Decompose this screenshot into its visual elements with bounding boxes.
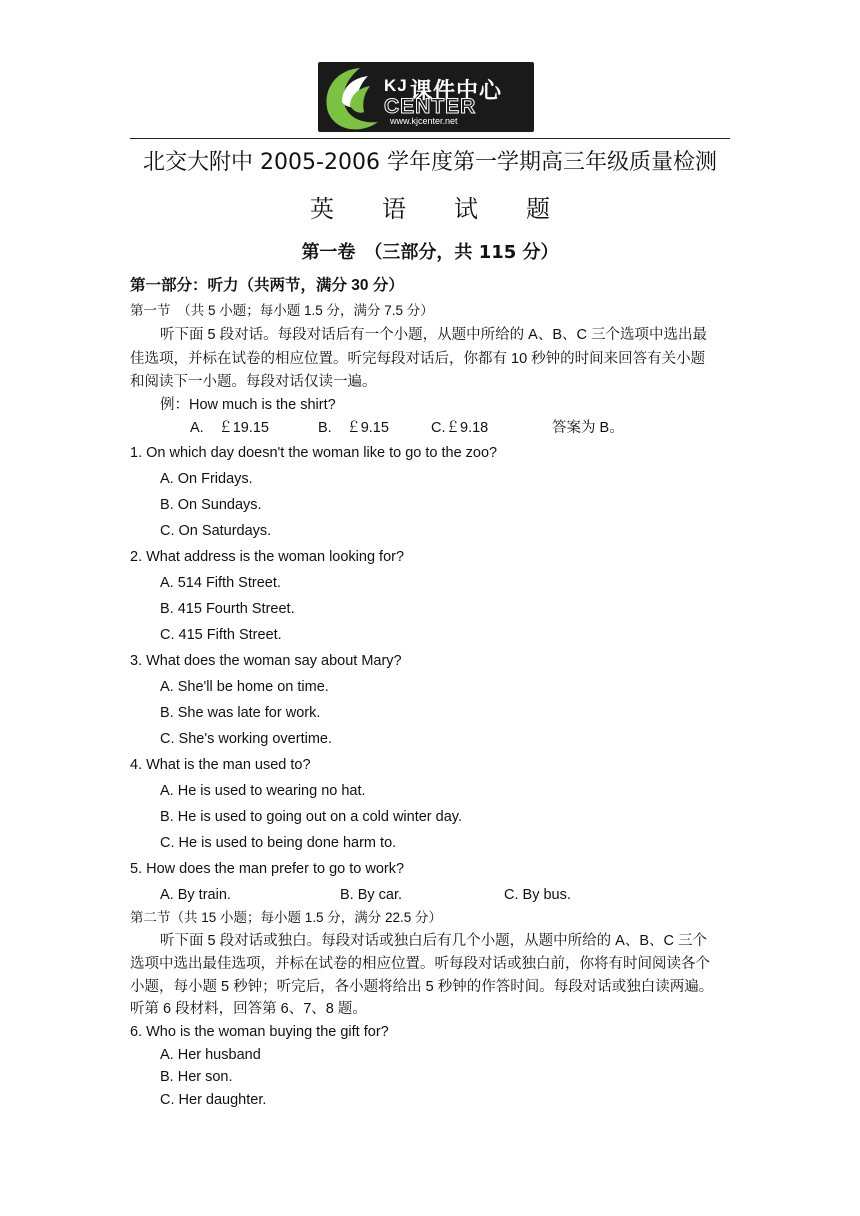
option: C. He is used to being done harm to.	[160, 835, 397, 851]
example-question: 例：How much is the shirt?	[160, 397, 336, 413]
exam-subtitle: 英 语 试 题	[310, 195, 550, 223]
option: A. 514 Fifth Street.	[160, 575, 281, 591]
option: C. She's working overtime.	[160, 731, 332, 747]
option: A. By train.	[160, 887, 231, 903]
volume-heading: 第一卷 （三部分，共 115 分）	[301, 242, 559, 263]
exam-title: 北交大附中 2005-2006 学年度第一学期高三年级质量检测	[143, 150, 717, 175]
option: A. On Fridays.	[160, 471, 253, 487]
example-answer: 答案为 B。	[552, 420, 624, 436]
option: A. Her husband	[160, 1047, 261, 1063]
option: C. 415 Fifth Street.	[160, 627, 282, 643]
question: 1. On which day doesn't the woman like to go to the zoo?	[130, 445, 498, 461]
option: C. Her daughter.	[160, 1092, 267, 1108]
option: B. She was late for work.	[160, 705, 321, 721]
kjcenter-logo	[318, 62, 534, 132]
example-option: C.￡9.18	[431, 420, 489, 436]
option: C. By bus.	[504, 887, 571, 903]
section1-instruction-line: 佳选项，并标在试卷的相应位置。听完每段对话后，你都有 10 秒钟的时间来回答有关小题	[130, 351, 706, 367]
example-option: A. ￡19.15	[190, 420, 269, 436]
section2-instruction-line: 小题，每小题 5 秒钟；听完后，各小题将给出 5 秒钟的作答时间。每段对话或独白读两遍。	[130, 979, 714, 995]
header-divider	[130, 138, 730, 139]
section2-heading: 第二节（共 15 小题；每小题 1.5 分，满分 22.5 分）	[130, 910, 443, 925]
section1-heading: 第一节 （共 5 小题；每小题 1.5 分，满分 7.5 分）	[130, 303, 434, 318]
section2-instruction-line: 听第 6 段材料，回答第 6、7、8 题。	[130, 1001, 367, 1017]
logo-center-text: CENTER	[384, 95, 477, 118]
option: A. She'll be home on time.	[160, 679, 329, 695]
question: 6. Who is the woman buying the gift for?	[130, 1024, 389, 1040]
section2-instruction-line: 听下面 5 段对话或独白。每段对话或独白后有几个小题，从题中所给的 A、B、C 三个	[160, 933, 707, 949]
question: 3. What does the woman say about Mary?	[130, 653, 402, 669]
option: B. By car.	[340, 887, 403, 903]
option: B. On Sundays.	[160, 497, 262, 513]
option: B. Her son.	[160, 1069, 233, 1085]
section1-instruction-line: 和阅读下一小题。每段对话仅读一遍。	[130, 374, 377, 390]
option: A. He is used to wearing no hat.	[160, 783, 366, 799]
part1-heading: 第一部分：听力（共两节，满分 30 分）	[130, 277, 404, 294]
option: B. He is used to going out on a cold winter day.	[160, 809, 462, 825]
option: C. On Saturdays.	[160, 523, 272, 539]
section2-instruction-line: 选项中选出最佳选项，并标在试卷的相应位置。听每段对话或独白前，你将有时间阅读各个	[130, 956, 710, 972]
leaf-swirl-icon	[320, 62, 382, 132]
option: B. 415 Fourth Street.	[160, 601, 295, 617]
question: 4. What is the man used to?	[130, 757, 311, 773]
question: 2. What address is the woman looking for?	[130, 549, 405, 565]
logo-url-text: www.kjcenter.net	[390, 116, 458, 126]
question: 5. How does the man prefer to go to work?	[130, 861, 405, 877]
example-option: B. ￡9.15	[318, 420, 389, 436]
logo-chinese-text: 课件中心	[410, 79, 503, 104]
section1-instruction-line: 听下面 5 段对话。每段对话后有一个小题，从题中所给的 A、B、C 三个选项中选出最	[160, 327, 707, 343]
logo-kj-text: KJ	[384, 76, 408, 95]
